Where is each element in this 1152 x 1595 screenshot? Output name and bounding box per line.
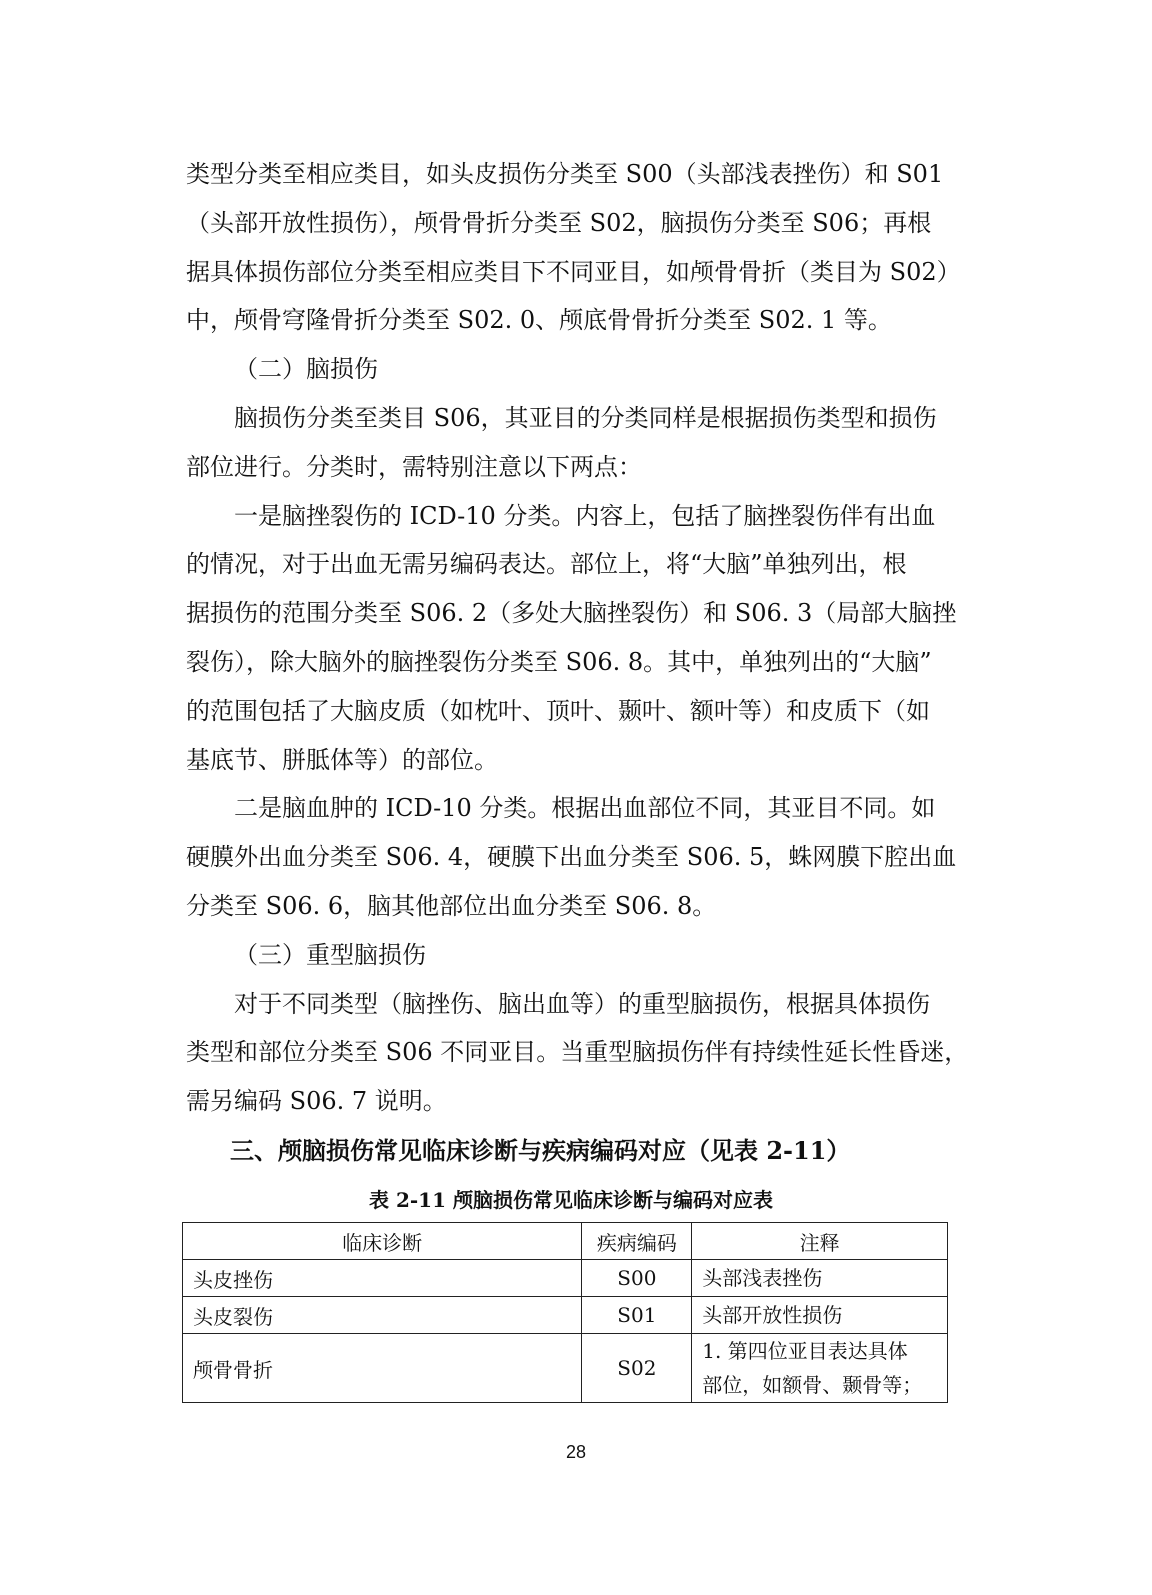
table-row: [183, 1297, 948, 1334]
paragraph-line: 的情况，对于出血无需另编码表达。部位上，将“大脑”单独列出，根: [186, 550, 907, 579]
paragraph-line: 类型分类至相应类目，如头皮损伤分类至 S00（头部浅表挫伤）和 S01: [186, 160, 944, 188]
paragraph-line: 据损伤的范围分类至 S06. 2（多处大脑挫裂伤）和 S06. 3（局部大脑挫: [186, 599, 957, 628]
subheading: （二）脑损伤: [234, 355, 378, 384]
table-row: [183, 1260, 948, 1297]
header-code: 疾病编码: [582, 1223, 692, 1260]
body-text: [186, 150, 969, 1220]
header-note: 注释: [692, 1223, 948, 1260]
subheading: （三）重型脑损伤: [234, 940, 426, 969]
table-row: [183, 1334, 948, 1403]
paragraph-line: 二是脑血肿的 ICD-10 分类。根据出血部位不同，其亚目不同。如: [234, 794, 936, 823]
note-line: 部位，如额骨、颞骨等；: [702, 1373, 923, 1397]
paragraph-line: 一是脑挫裂伤的 ICD-10 分类。内容上，包括了脑挫裂伤伴有出血: [234, 501, 936, 530]
table-header-row: [183, 1223, 948, 1260]
cell-code: S02: [582, 1334, 692, 1403]
paragraph-line: 中，颅骨穹隆骨折分类至 S02. 0、颅底骨骨折分类至 S02. 1 等。: [186, 306, 892, 335]
paragraph-line: 据具体损伤部位分类至相应类目下不同亚目，如颅骨骨折（类目为 S02）: [186, 257, 961, 286]
paragraph-line: 裂伤），除大脑外的脑挫裂伤分类至 S06. 8。其中，单独列出的“大脑”: [186, 647, 932, 676]
paragraph-line: 部位进行。分类时，需特别注意以下两点：: [186, 452, 642, 481]
paragraph-line: 基底节、胼胝体等）的部位。: [186, 745, 498, 774]
cell-diagnosis: 颅骨骨折: [183, 1334, 582, 1403]
cell-note: [692, 1334, 948, 1403]
table-caption: 表 2-11 颅脑损伤常见临床诊断与编码对应表: [369, 1187, 773, 1212]
header-diagnosis: 临床诊断: [183, 1223, 582, 1260]
paragraph-line: 脑损伤分类至类目 S06，其亚目的分类同样是根据损伤类型和损伤: [234, 403, 937, 432]
paragraph-line: （头部开放性损伤），颅骨骨折分类至 S02，脑损伤分类至 S06；再根: [186, 208, 932, 237]
cell-note: 头部浅表挫伤: [692, 1260, 948, 1297]
paragraph-line: 硬膜外出血分类至 S06. 4，硬膜下出血分类至 S06. 5，蛛网膜下腔出血: [186, 843, 957, 872]
cell-note: 头部开放性损伤: [692, 1297, 948, 1334]
paragraph-line: 分类至 S06. 6，脑其他部位出血分类至 S06. 8。: [186, 891, 717, 920]
paragraph-line: 对于不同类型（脑挫伤、脑出血等）的重型脑损伤，根据具体损伤: [234, 989, 930, 1018]
cell-code: S01: [582, 1297, 692, 1334]
paragraph-line: 类型和部位分类至 S06 不同亚目。当重型脑损伤伴有持续性延长性昏迷，: [186, 1038, 969, 1067]
diagnosis-code-table: [182, 1222, 948, 1403]
paragraph-line: 的范围包括了大脑皮质（如枕叶、顶叶、颞叶、额叶等）和皮质下（如: [186, 696, 930, 725]
note-line: 1. 第四位亚目表达具体: [702, 1339, 908, 1363]
cell-diagnosis: 头皮裂伤: [183, 1297, 582, 1334]
cell-code: S00: [582, 1260, 692, 1297]
page-number: 28: [565, 1442, 587, 1462]
cell-diagnosis: 头皮挫伤: [183, 1260, 582, 1297]
paragraph-line: 需另编码 S06. 7 说明。: [186, 1087, 447, 1116]
section-heading: 三、颅脑损伤常见临床诊断与疾病编码对应（见表 2-11）: [230, 1135, 851, 1165]
